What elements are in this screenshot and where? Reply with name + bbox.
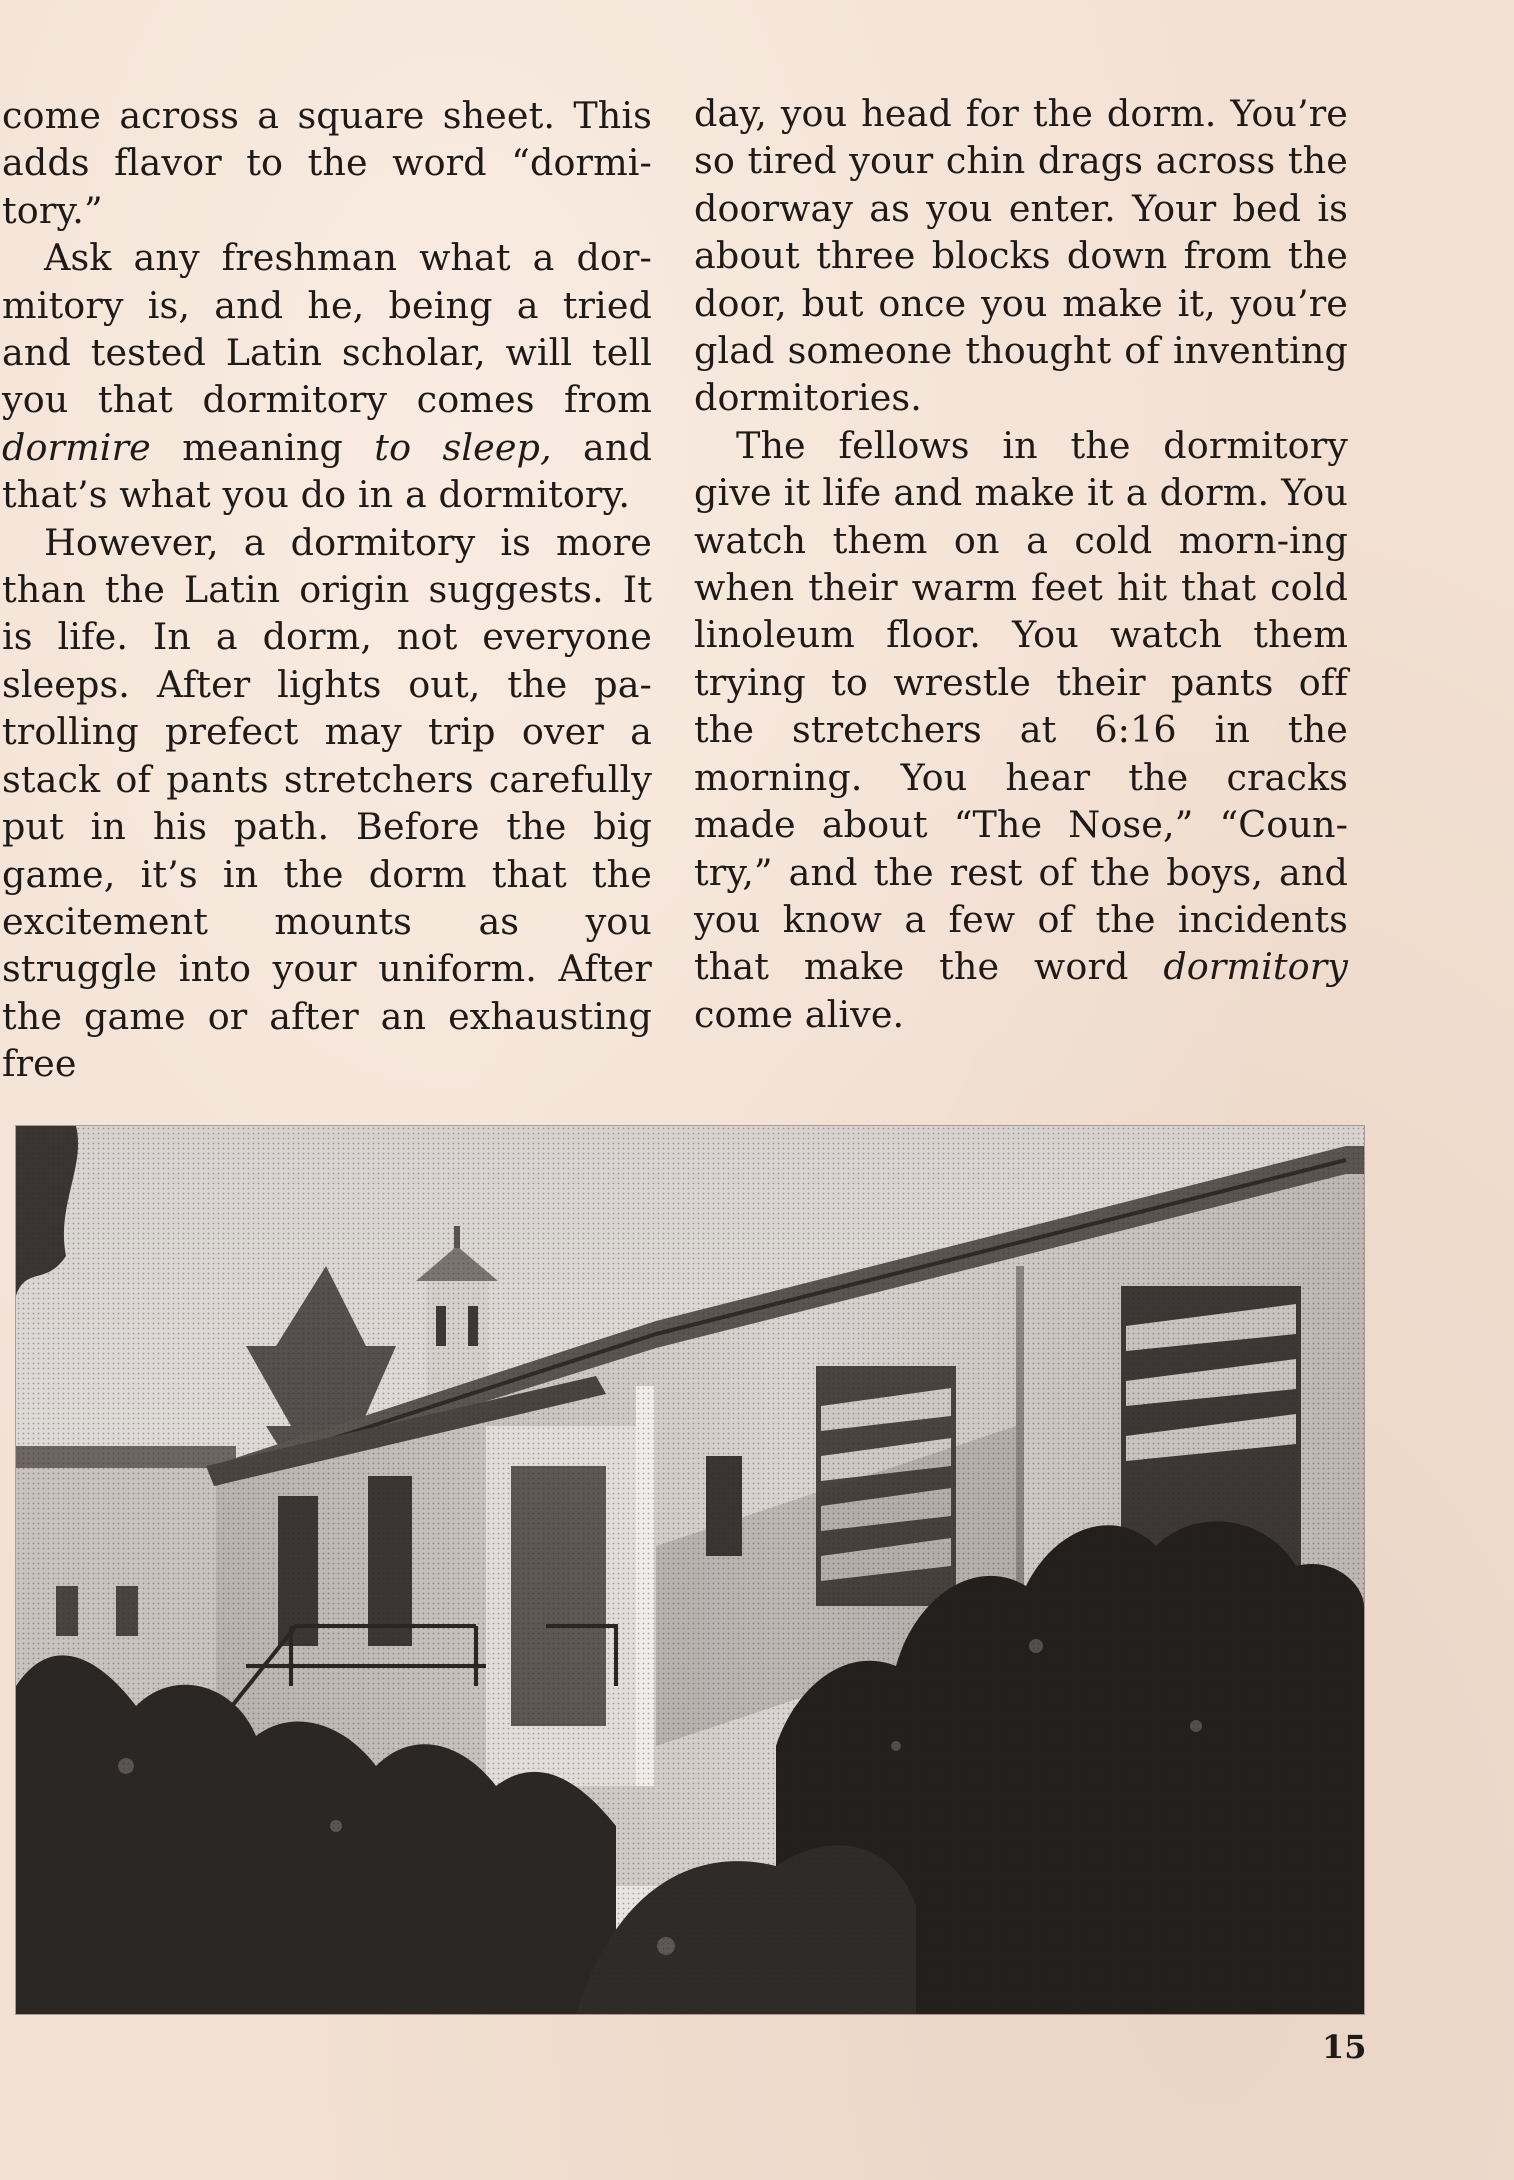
left-paragraph-2-text-b: meaning	[150, 425, 375, 469]
dormitory-photo	[16, 1126, 1364, 2014]
left-paragraph-3	[2, 519, 652, 1088]
left-paragraph-3-text: However, a dormitory is more than the Latin origin suggests. It is life. In a dorm, not everyone sleeps. After lights out, the pa-trolling prefect may trip over a stack of pants stretchers carefully put in his path. Before the big game, it’s in the dorm that the excitement mounts as you struggle into your uniform. After the game or after an exhausting free	[2, 520, 652, 1086]
left-paragraph-2-italic-dormire: dormire	[2, 425, 151, 469]
left-paragraph-1	[2, 92, 652, 234]
left-paragraph-2-italic-to-sleep: to sleep,	[374, 425, 552, 469]
left-paragraph-2	[2, 234, 652, 518]
right-paragraph-1	[694, 90, 1348, 422]
right-paragraph-2	[694, 422, 1348, 1038]
left-paragraph-2-text-c: and that’s what you do in a dormitory.	[2, 425, 652, 517]
right-paragraph-2-text-b: come alive.	[694, 992, 905, 1036]
left-paragraph-2-text-a: Ask any freshman what a dor-mitory is, and he, being a tried and tested Latin scholar, will tell you that dormitory comes from	[2, 236, 652, 422]
right-paragraph-2-text-a: The fellows in the dormitory give it life and make it a dorm. You watch them on a cold morn-ing when their warm feet hit that cold linoleum floor. You watch them trying to wrestle their pants off the stretchers at 6:16 in the morning. You hear the cracks made about “The Nose,” “Coun-try,” and the rest of the boys, and you know a few of the incidents that make the word	[694, 423, 1348, 989]
page-number: 15	[1322, 2028, 1367, 2066]
right-paragraph-1-text: day, you head for the dorm. You’re so tired your chin drags across the doorway as you enter. Your bed is about three blocks down from the door, but once you make it, you’re glad someone thought of inventing dormitories.	[694, 92, 1348, 420]
dormitory-photo-illustration	[16, 1126, 1364, 2014]
right-text-column	[694, 90, 1348, 1038]
left-text-column	[2, 92, 652, 1088]
right-paragraph-2-italic-dormitory: dormitory	[1163, 945, 1348, 989]
left-paragraph-1-text: come across a square sheet. This adds flavor to the word “dormi-tory.”	[2, 94, 652, 232]
